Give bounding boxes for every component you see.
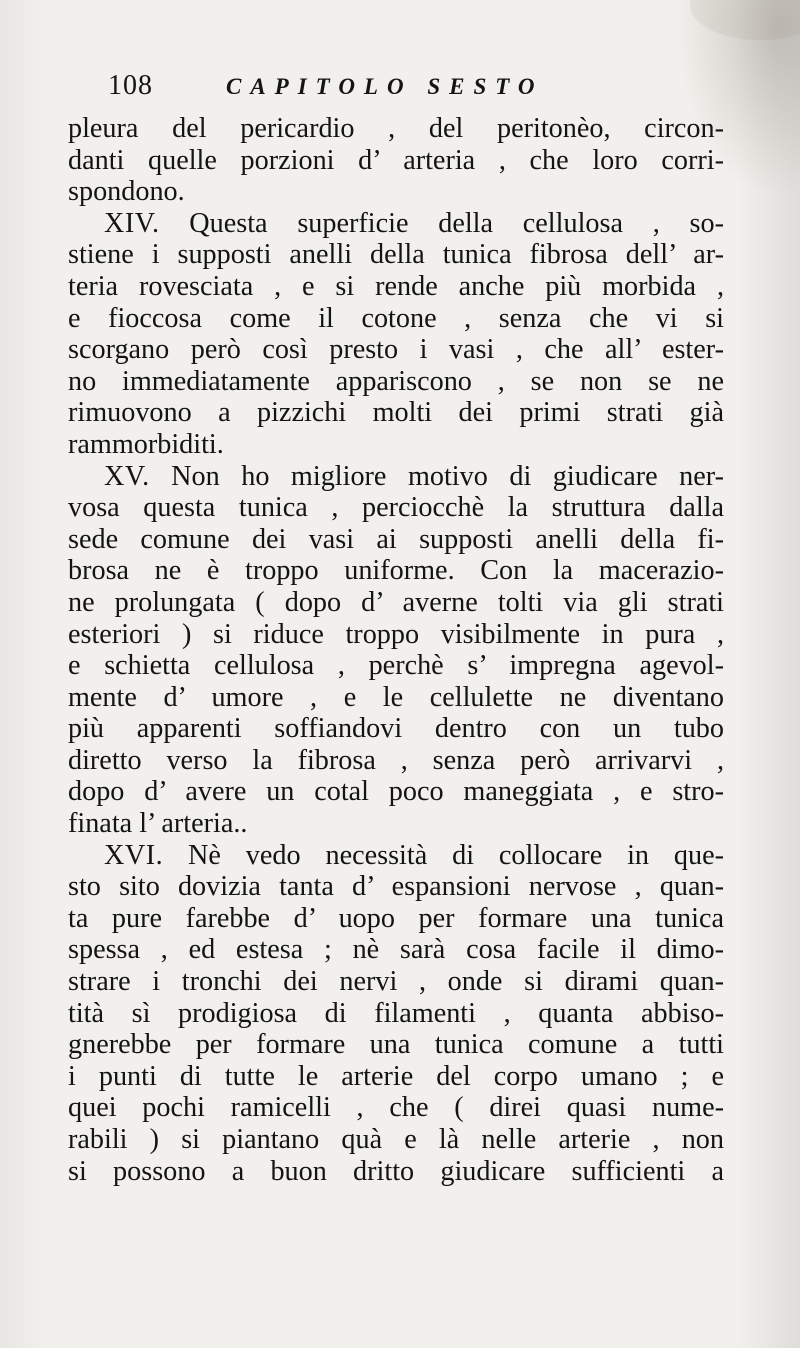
text-line: stiene i supposti anelli della tunica fibrosa dell’ ar-: [68, 239, 724, 271]
text-line: gnerebbe per formare una tunica comune a tutti: [68, 1029, 724, 1061]
text-line: rammorbiditi.: [68, 428, 224, 460]
page-number: 108: [108, 70, 153, 101]
text-line: sto sito dovizia tanta d’ espansioni nervose , quan-: [68, 871, 724, 903]
text-line: ta pure farebbe d’ uopo per formare una tunica: [68, 902, 724, 934]
text-line: e fioccosa come il cotone , senza che vi si: [68, 302, 724, 334]
section-numeral: XIV.: [104, 207, 160, 239]
text-line: spondono.: [68, 176, 185, 208]
text-line: più apparenti soffiandovi dentro con un tubo: [68, 713, 724, 745]
text-line: vosa questa tunica , perciocchè la struttura dalla: [68, 492, 724, 524]
text-line: esteriori ) si riduce troppo visibilmente in pura ,: [68, 618, 724, 650]
paragraph-first-line: [68, 461, 724, 493]
text-line: strare i tronchi dei nervi , onde si dirami quan-: [68, 966, 724, 998]
paragraph-first-line: [68, 208, 724, 240]
text-line: tità sì prodigiosa di filamenti , quanta abbiso-: [68, 997, 724, 1029]
text-line: spessa , ed estesa ; nè sarà cosa facile il dimo-: [68, 934, 724, 966]
text-line: quei pochi ramicelli , che ( direi quasi nume-: [68, 1092, 724, 1124]
chapter-title: CAPITOLO SESTO: [226, 74, 544, 99]
text-line: dopo d’ avere un cotal poco maneggiata , e stro-: [68, 776, 724, 808]
text-line: Nè vedo necessità di collocare in que-: [188, 839, 724, 871]
text-line: no immediatamente appariscono , se non se ne: [68, 365, 724, 397]
text-line: Non ho migliore motivo di giudicare ner-: [171, 460, 724, 492]
text-line: si possono a buon dritto giudicare sufficienti a: [68, 1155, 724, 1187]
text-line: finata l’ arteria..: [68, 808, 248, 840]
text-line: scorgano però così presto i vasi , che all’ ester-: [68, 334, 724, 366]
text-line: e schietta cellulosa , perchè s’ impregna agevol-: [68, 650, 724, 682]
text-line: teria rovesciata , e si rende anche più morbida ,: [68, 270, 724, 302]
text-line: rimuovono a pizzichi molti dei primi strati già: [68, 397, 724, 429]
text-line: diretto verso la fibrosa , senza però arrivarvi ,: [68, 744, 724, 776]
text-line: mente d’ umore , e le cellulette ne diventano: [68, 681, 724, 713]
body-text: [68, 113, 724, 1187]
text-line: sede comune dei vasi ai supposti anelli della fi-: [68, 523, 724, 555]
text-line: brosa ne è troppo uniforme. Con la macerazio-: [68, 555, 724, 587]
paper-stain: [690, 0, 800, 40]
running-head: [108, 70, 728, 106]
text-line: danti quelle porzioni d’ arteria , che loro corri-: [68, 144, 724, 176]
text-line: Questa superficie della cellulosa , so-: [189, 207, 725, 239]
section-numeral: XVI.: [104, 839, 164, 871]
text-line: rabili ) si piantano quà e là nelle arterie , non: [68, 1124, 724, 1155]
text-line: ne prolungata ( dopo d’ averne tolti via gli strati: [68, 586, 724, 618]
text-line: pleura del pericardio , del peritonèo, circon-: [68, 113, 724, 144]
text-line: i punti di tutte le arterie del corpo umano ; e: [68, 1060, 724, 1092]
section-numeral: XV.: [104, 460, 150, 492]
paragraph-first-line: [68, 840, 724, 872]
